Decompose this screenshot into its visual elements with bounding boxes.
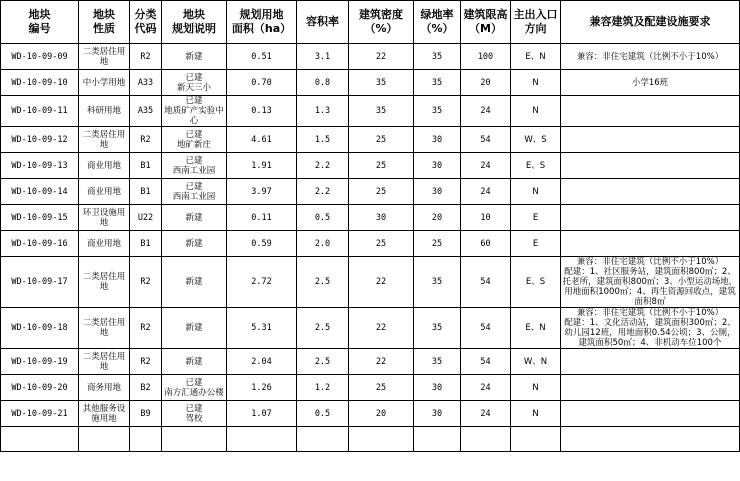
cell-line: 配建：1、社区服务站，建筑面积800㎡；2、托老所，建筑面积800㎡；3、小型运动场地，用地面积1000㎡；4、再生资源回收点，建筑面积8㎡ xyxy=(562,267,738,307)
cell-line: 已建 xyxy=(185,181,203,192)
cell-far: 2.5 xyxy=(297,257,349,308)
cell-entrance: N xyxy=(511,70,561,96)
cell-density: 30 xyxy=(349,205,414,231)
cell-far: 2.5 xyxy=(297,308,349,349)
cell-line: 兼容：非住宅建筑（比例不小于10%） xyxy=(576,257,724,267)
cell-entrance: N xyxy=(511,401,561,427)
cell-height: 24 xyxy=(461,179,511,205)
cell-far: 2.5 xyxy=(297,349,349,375)
cell-empty xyxy=(511,427,561,452)
cell-far: 1.3 xyxy=(297,96,349,127)
header-density: 建筑密度 （%） xyxy=(349,1,414,44)
cell-line: 新天三小 xyxy=(176,82,211,93)
cell-class-code: R2 xyxy=(130,257,162,308)
cell-line: 兼容：非住宅建筑（比例不小于10%） xyxy=(576,51,724,62)
cell-facilities xyxy=(561,179,740,205)
cell-block-no: WD-10-09-15 xyxy=(1,205,79,231)
header-facilities: 兼容建筑及配建设施要求 xyxy=(561,1,740,44)
cell-height: 24 xyxy=(461,153,511,179)
cell-class-code: B1 xyxy=(130,179,162,205)
cell-line: 地矿新庄 xyxy=(176,139,211,150)
cell-empty xyxy=(130,427,162,452)
cell-entrance: N xyxy=(511,96,561,127)
cell-area: 1.26 xyxy=(227,375,297,401)
cell-nature: 二类居住用地 xyxy=(79,127,130,153)
cell-empty xyxy=(227,427,297,452)
cell-nature: 二类居住用地 xyxy=(79,349,130,375)
cell-entrance: W、S xyxy=(511,127,561,153)
header-nature: 地块 性质 xyxy=(79,1,130,44)
cell-entrance: E、N xyxy=(511,308,561,349)
cell-entrance: N xyxy=(511,375,561,401)
cell-class-code: U22 xyxy=(130,205,162,231)
cell-plan-desc xyxy=(162,96,227,127)
cell-green: 30 xyxy=(414,127,461,153)
cell-line: 西南工业园 xyxy=(172,191,216,202)
cell-entrance: E、S xyxy=(511,153,561,179)
cell-far: 2.0 xyxy=(297,231,349,257)
cell-line: 新建 xyxy=(185,356,203,367)
cell-density: 25 xyxy=(349,375,414,401)
cell-line: 地质矿产实验中心 xyxy=(164,106,224,126)
cell-far: 0.5 xyxy=(297,401,349,427)
cell-plan-desc xyxy=(162,375,227,401)
cell-green: 30 xyxy=(414,375,461,401)
cell-plan-desc xyxy=(162,257,227,308)
cell-block-no: WD-10-09-10 xyxy=(1,70,79,96)
cell-block-no: WD-10-09-21 xyxy=(1,401,79,427)
cell-class-code: R2 xyxy=(130,349,162,375)
cell-class-code: A33 xyxy=(130,70,162,96)
cell-area: 4.61 xyxy=(227,127,297,153)
table-row xyxy=(1,308,740,349)
cell-line: 已建 xyxy=(185,155,203,166)
cell-facilities xyxy=(561,205,740,231)
cell-height: 20 xyxy=(461,70,511,96)
cell-green: 35 xyxy=(414,257,461,308)
cell-line: 已建 xyxy=(185,377,203,388)
cell-facilities xyxy=(561,96,740,127)
cell-nature: 商业用地 xyxy=(79,179,130,205)
cell-plan-desc xyxy=(162,401,227,427)
cell-nature: 二类居住用地 xyxy=(79,44,130,70)
header-class-code: 分类 代码 xyxy=(130,1,162,44)
header-row xyxy=(1,1,740,44)
header-far: 容积率 xyxy=(297,1,349,44)
cell-nature: 科研用地 xyxy=(79,96,130,127)
cell-area: 0.70 xyxy=(227,70,297,96)
cell-line: 新建 xyxy=(185,277,203,287)
cell-line: 西南工业园 xyxy=(172,165,216,176)
cell-class-code: B1 xyxy=(130,231,162,257)
cell-plan-desc xyxy=(162,231,227,257)
cell-area: 0.59 xyxy=(227,231,297,257)
cell-nature: 环卫设施用地 xyxy=(79,205,130,231)
cell-plan-desc xyxy=(162,153,227,179)
cell-green: 35 xyxy=(414,349,461,375)
cell-area: 1.07 xyxy=(227,401,297,427)
cell-nature: 二类居住用地 xyxy=(79,257,130,308)
cell-height: 54 xyxy=(461,349,511,375)
table-row xyxy=(1,401,740,427)
cell-plan-desc xyxy=(162,205,227,231)
cell-plan-desc xyxy=(162,127,227,153)
cell-nature: 中小学用地 xyxy=(79,70,130,96)
header-area: 规划用地 面积（ha） xyxy=(227,1,297,44)
cell-density: 22 xyxy=(349,44,414,70)
table-row xyxy=(1,179,740,205)
cell-class-code: B1 xyxy=(130,153,162,179)
table-row xyxy=(1,231,740,257)
cell-entrance: E、S xyxy=(511,257,561,308)
cell-green: 35 xyxy=(414,44,461,70)
cell-height: 54 xyxy=(461,127,511,153)
cell-class-code: R2 xyxy=(130,308,162,349)
cell-far: 1.5 xyxy=(297,127,349,153)
cell-plan-desc xyxy=(162,349,227,375)
cell-entrance: E xyxy=(511,231,561,257)
cell-line: 已建 xyxy=(185,403,203,414)
table-row-empty xyxy=(1,427,740,452)
cell-density: 35 xyxy=(349,70,414,96)
cell-area: 2.04 xyxy=(227,349,297,375)
cell-nature: 二类居住用地 xyxy=(79,308,130,349)
header-plan-desc: 地块 规划说明 xyxy=(162,1,227,44)
cell-area: 0.13 xyxy=(227,96,297,127)
cell-line: 配建：1、文化活动站，建筑面积300㎡；2、幼儿园12班，用地面积0.54公顷；3、公厕，建筑面积50㎡；4、非机动车位100个 xyxy=(564,318,736,348)
cell-block-no: WD-10-09-20 xyxy=(1,375,79,401)
cell-line: 已建 xyxy=(185,72,203,83)
cell-empty xyxy=(79,427,130,452)
cell-green: 35 xyxy=(414,70,461,96)
cell-line: 南方汇通办公楼 xyxy=(164,387,224,398)
cell-class-code: R2 xyxy=(130,44,162,70)
cell-block-no: WD-10-09-13 xyxy=(1,153,79,179)
cell-far: 3.1 xyxy=(297,44,349,70)
cell-facilities xyxy=(561,257,740,308)
cell-facilities xyxy=(561,308,740,349)
cell-density: 25 xyxy=(349,231,414,257)
cell-area: 2.72 xyxy=(227,257,297,308)
cell-far: 1.2 xyxy=(297,375,349,401)
cell-entrance: W、N xyxy=(511,349,561,375)
cell-density: 22 xyxy=(349,349,414,375)
cell-line: 已建 xyxy=(185,96,203,106)
cell-density: 25 xyxy=(349,153,414,179)
cell-empty xyxy=(297,427,349,452)
cell-height: 54 xyxy=(461,257,511,308)
cell-class-code: B9 xyxy=(130,401,162,427)
table-row xyxy=(1,96,740,127)
cell-line: 新建 xyxy=(185,51,203,62)
cell-facilities xyxy=(561,70,740,96)
table-body xyxy=(1,44,740,452)
cell-plan-desc xyxy=(162,70,227,96)
cell-block-no: WD-10-09-19 xyxy=(1,349,79,375)
cell-height: 24 xyxy=(461,96,511,127)
cell-area: 0.51 xyxy=(227,44,297,70)
header-block-no: 地块 编号 xyxy=(1,1,79,44)
cell-height: 54 xyxy=(461,308,511,349)
cell-density: 25 xyxy=(349,127,414,153)
cell-area: 0.11 xyxy=(227,205,297,231)
cell-nature: 商业用地 xyxy=(79,231,130,257)
cell-empty xyxy=(1,427,79,452)
cell-class-code: A35 xyxy=(130,96,162,127)
cell-block-no: WD-10-09-16 xyxy=(1,231,79,257)
cell-plan-desc xyxy=(162,308,227,349)
cell-facilities xyxy=(561,375,740,401)
header-height: 建筑限高 （M） xyxy=(461,1,511,44)
cell-block-no: WD-10-09-12 xyxy=(1,127,79,153)
cell-plan-desc xyxy=(162,179,227,205)
cell-line: 新建 xyxy=(185,212,203,223)
cell-entrance: N xyxy=(511,179,561,205)
cell-height: 24 xyxy=(461,375,511,401)
cell-density: 35 xyxy=(349,96,414,127)
cell-density: 25 xyxy=(349,179,414,205)
cell-block-no: WD-10-09-11 xyxy=(1,96,79,127)
cell-class-code: B2 xyxy=(130,375,162,401)
cell-facilities xyxy=(561,127,740,153)
cell-nature: 商业用地 xyxy=(79,153,130,179)
cell-class-code: R2 xyxy=(130,127,162,153)
cell-block-no: WD-10-09-18 xyxy=(1,308,79,349)
cell-density: 20 xyxy=(349,401,414,427)
cell-empty xyxy=(414,427,461,452)
header-green: 绿地率 （%） xyxy=(414,1,461,44)
cell-facilities xyxy=(561,401,740,427)
cell-green: 25 xyxy=(414,231,461,257)
cell-height: 10 xyxy=(461,205,511,231)
cell-nature: 商务用地 xyxy=(79,375,130,401)
cell-line: 小学16班 xyxy=(631,77,669,88)
cell-far: 0.5 xyxy=(297,205,349,231)
cell-empty xyxy=(349,427,414,452)
cell-far: 2.2 xyxy=(297,153,349,179)
cell-line: 已建 xyxy=(185,129,203,140)
cell-line: 新建 xyxy=(185,323,203,333)
cell-line: 驾校 xyxy=(185,413,203,424)
cell-far: 2.2 xyxy=(297,179,349,205)
cell-green: 35 xyxy=(414,308,461,349)
cell-height: 100 xyxy=(461,44,511,70)
cell-height: 60 xyxy=(461,231,511,257)
cell-green: 30 xyxy=(414,179,461,205)
cell-empty xyxy=(162,427,227,452)
cell-far: 0.8 xyxy=(297,70,349,96)
cell-plan-desc xyxy=(162,44,227,70)
cell-facilities xyxy=(561,349,740,375)
cell-block-no: WD-10-09-09 xyxy=(1,44,79,70)
cell-facilities xyxy=(561,231,740,257)
cell-line: 新建 xyxy=(185,238,203,249)
cell-entrance: E xyxy=(511,205,561,231)
cell-line: 兼容：非住宅建筑（比例不小于10%） xyxy=(576,308,724,318)
table-row xyxy=(1,70,740,96)
cell-height: 24 xyxy=(461,401,511,427)
cell-entrance: E、N xyxy=(511,44,561,70)
table-row xyxy=(1,44,740,70)
cell-density: 22 xyxy=(349,257,414,308)
cell-block-no: WD-10-09-14 xyxy=(1,179,79,205)
cell-green: 30 xyxy=(414,401,461,427)
cell-area: 3.97 xyxy=(227,179,297,205)
table-row xyxy=(1,349,740,375)
cell-green: 30 xyxy=(414,153,461,179)
header-entrance: 主出入口 方向 xyxy=(511,1,561,44)
cell-green: 35 xyxy=(414,96,461,127)
cell-nature: 其他服务设施用地 xyxy=(79,401,130,427)
cell-density: 22 xyxy=(349,308,414,349)
table-row xyxy=(1,257,740,308)
cell-facilities xyxy=(561,153,740,179)
table-row xyxy=(1,205,740,231)
cell-area: 1.91 xyxy=(227,153,297,179)
table-row xyxy=(1,127,740,153)
cell-green: 20 xyxy=(414,205,461,231)
cell-area: 5.31 xyxy=(227,308,297,349)
table-row xyxy=(1,153,740,179)
cell-empty xyxy=(561,427,740,452)
cell-empty xyxy=(461,427,511,452)
cell-facilities xyxy=(561,44,740,70)
cell-block-no: WD-10-09-17 xyxy=(1,257,79,308)
table-row xyxy=(1,375,740,401)
